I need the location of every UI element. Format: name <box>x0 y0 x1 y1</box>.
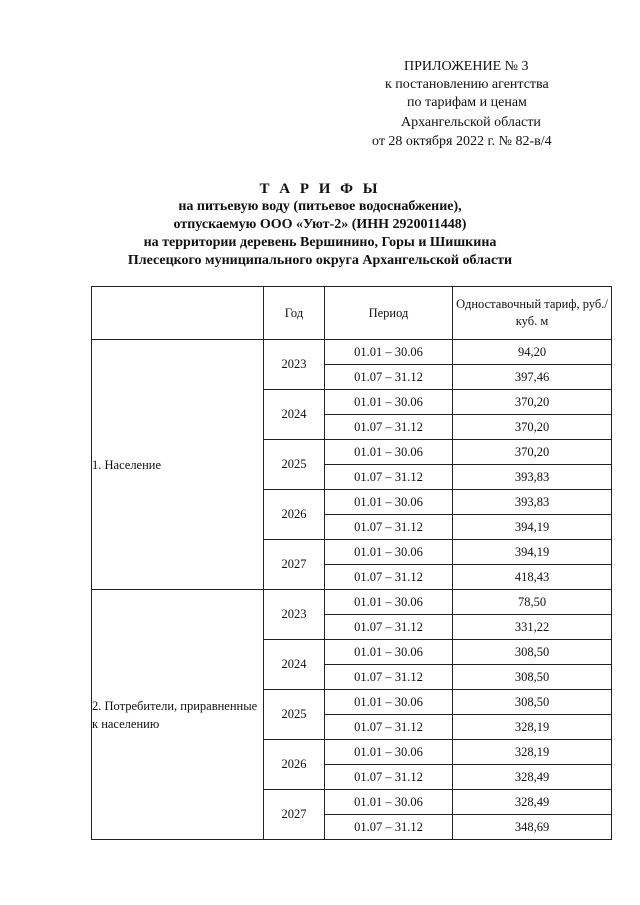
period-cell: 01.01 – 30.06 <box>325 390 453 415</box>
table-row <box>92 340 612 365</box>
tariff-value-cell: 328,19 <box>453 715 612 740</box>
period-cell: 01.07 – 31.12 <box>325 465 453 490</box>
header-period: Период <box>325 287 453 340</box>
period-cell: 01.01 – 30.06 <box>325 790 453 815</box>
tariff-value-cell: 394,19 <box>453 515 612 540</box>
tariff-value-cell: 370,20 <box>453 390 612 415</box>
table-row <box>92 590 612 615</box>
year-cell: 2026 <box>264 490 325 540</box>
period-cell: 01.01 – 30.06 <box>325 740 453 765</box>
tariff-value-cell: 78,50 <box>453 590 612 615</box>
tariff-value-cell: 393,83 <box>453 465 612 490</box>
tariff-value-cell: 328,19 <box>453 740 612 765</box>
tariff-table <box>91 286 612 840</box>
year-cell: 2025 <box>264 690 325 740</box>
category-cell: 1. Население <box>92 340 264 590</box>
annex-line-4: от 28 октября 2022 г. № 82-в/4 <box>372 134 552 149</box>
heading-line-1: на питьевую воду (питьевое водоснабжение), <box>178 199 462 214</box>
year-cell: 2024 <box>264 390 325 440</box>
period-cell: 01.01 – 30.06 <box>325 540 453 565</box>
period-cell: 01.07 – 31.12 <box>325 515 453 540</box>
tariff-value-cell: 331,22 <box>453 615 612 640</box>
tariff-value-cell: 397,46 <box>453 365 612 390</box>
tariff-value-cell: 394,19 <box>453 540 612 565</box>
period-cell: 01.01 – 30.06 <box>325 590 453 615</box>
tariff-value-cell: 308,50 <box>453 690 612 715</box>
heading-line-4: Плесецкого муниципального округа Архангельской области <box>127 253 513 268</box>
period-cell: 01.01 – 30.06 <box>325 440 453 465</box>
year-cell: 2025 <box>264 440 325 490</box>
year-cell: 2023 <box>264 590 325 640</box>
tariff-value-cell: 308,50 <box>453 640 612 665</box>
heading-line-2: отпускаемую ООО «Уют-2» (ИНН 2920011448) <box>173 217 467 232</box>
period-cell: 01.07 – 31.12 <box>325 815 453 840</box>
annex-line-3: Архангельской области <box>401 115 541 130</box>
year-cell: 2026 <box>264 740 325 790</box>
period-cell: 01.07 – 31.12 <box>325 615 453 640</box>
tariff-value-cell: 308,50 <box>453 665 612 690</box>
document-heading <box>0 180 640 270</box>
header-tariff: Одноставочный тариф, руб./куб. м <box>453 287 612 340</box>
header-category <box>92 287 264 340</box>
tariff-value-cell: 94,20 <box>453 340 612 365</box>
annex-line-2: по тарифам и ценам <box>407 95 527 110</box>
category-cell: 2. Потребители, приравненные к населению <box>92 590 264 840</box>
period-cell: 01.01 – 30.06 <box>325 490 453 515</box>
year-cell: 2027 <box>264 540 325 590</box>
document-title: Т А Р И Ф Ы <box>259 181 381 197</box>
period-cell: 01.01 – 30.06 <box>325 640 453 665</box>
year-cell: 2023 <box>264 340 325 390</box>
annex-title: ПРИЛОЖЕНИЕ № 3 <box>404 59 529 74</box>
period-cell: 01.01 – 30.06 <box>325 340 453 365</box>
tariff-value-cell: 418,43 <box>453 565 612 590</box>
period-cell: 01.07 – 31.12 <box>325 765 453 790</box>
period-cell: 01.07 – 31.12 <box>325 715 453 740</box>
tariff-value-cell: 370,20 <box>453 440 612 465</box>
heading-line-3: на территории деревень Вершинино, Горы и Шишкина <box>143 235 497 250</box>
table-body <box>92 340 612 840</box>
tariff-value-cell: 370,20 <box>453 415 612 440</box>
year-cell: 2024 <box>264 640 325 690</box>
period-cell: 01.07 – 31.12 <box>325 365 453 390</box>
table-header-row <box>92 287 612 340</box>
period-cell: 01.07 – 31.12 <box>325 665 453 690</box>
period-cell: 01.07 – 31.12 <box>325 565 453 590</box>
tariff-value-cell: 348,69 <box>453 815 612 840</box>
period-cell: 01.01 – 30.06 <box>325 690 453 715</box>
tariff-value-cell: 328,49 <box>453 765 612 790</box>
year-cell: 2027 <box>264 790 325 840</box>
header-year: Год <box>264 287 325 340</box>
tariff-value-cell: 328,49 <box>453 790 612 815</box>
tariff-value-cell: 393,83 <box>453 490 612 515</box>
annex-line-1: к постановлению агентства <box>385 77 549 92</box>
period-cell: 01.07 – 31.12 <box>325 415 453 440</box>
